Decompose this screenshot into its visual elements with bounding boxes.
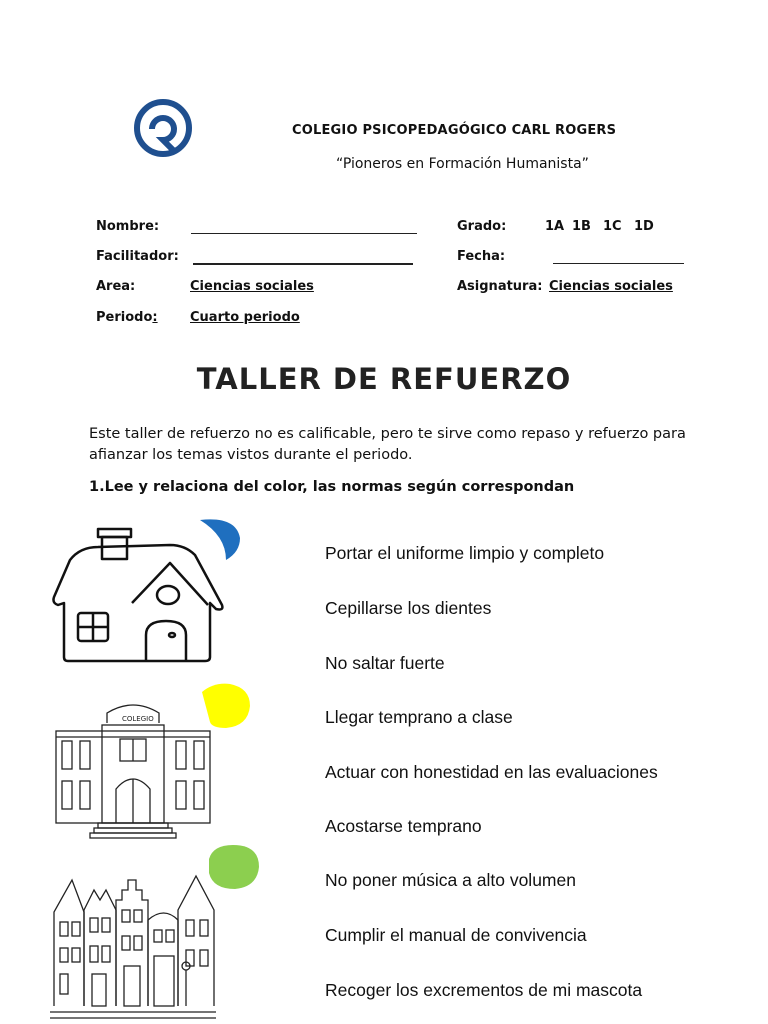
periodo-label: [96, 310, 158, 325]
norm-item-5: Actuar con honestidad en las evaluaciones: [325, 762, 658, 782]
intro-text: Este taller de refuerzo no es calificable, pero te sirve como repaso y refuerzo para afianzar los temas vistos durante el periodo.: [89, 426, 686, 463]
grado-option-1c[interactable]: 1C: [603, 219, 622, 234]
norm-item-9: Recoger los excrementos de mi mascota: [325, 980, 643, 1000]
page-title: TALLER DE REFUERZO: [196, 362, 572, 396]
asignatura-label: Asignatura:: [457, 279, 543, 294]
blue-color-dot: [196, 516, 244, 562]
town-buildings-icon: [50, 870, 220, 1022]
periodo-label-text: Periodo: [96, 310, 153, 325]
norm-item-3: No saltar fuerte: [325, 653, 445, 673]
grado-option-1b[interactable]: 1B: [572, 219, 591, 234]
grado-option-1d[interactable]: 1D: [634, 219, 654, 234]
instruction-text: 1.Lee y relaciona del color, las normas según correspondan: [89, 479, 575, 495]
norm-item-8: Cumplir el manual de convivencia: [325, 925, 587, 945]
norm-item-2: Cepillarse los dientes: [325, 598, 492, 618]
grado-label: Grado:: [457, 219, 507, 234]
fecha-label: Fecha:: [457, 249, 506, 264]
norm-item-6: Acostarse temprano: [325, 816, 482, 836]
green-color-dot: [205, 843, 263, 891]
periodo-colon: :: [152, 310, 158, 325]
norm-item-1: Portar el uniforme limpio y completo: [325, 543, 605, 563]
area-value: Ciencias sociales: [190, 279, 314, 294]
asignatura-value: Ciencias sociales: [549, 279, 673, 294]
norm-item-4: Llegar temprano a clase: [325, 707, 513, 727]
nombre-label: Nombre:: [96, 219, 160, 234]
svg-text:COLEGIO: COLEGIO: [122, 715, 154, 723]
school-building-icon: [52, 695, 214, 840]
area-label: Area:: [96, 279, 136, 294]
facilitador-label: Facilitador:: [96, 249, 179, 264]
nombre-field[interactable]: [191, 233, 417, 234]
school-name: COLEGIO PSICOPEDAGÓGICO CARL ROGERS: [292, 123, 617, 138]
school-motto: “Pioneros en Formación Humanista”: [336, 156, 589, 172]
facilitador-field[interactable]: [193, 263, 413, 265]
periodo-value: Cuarto periodo: [190, 310, 300, 325]
fecha-field[interactable]: [553, 263, 684, 264]
grado-option-1a[interactable]: 1A: [545, 219, 565, 234]
cr-logo-icon: [134, 99, 192, 157]
yellow-color-dot: [200, 682, 254, 730]
norm-item-7: No poner música a alto volumen: [325, 870, 576, 890]
